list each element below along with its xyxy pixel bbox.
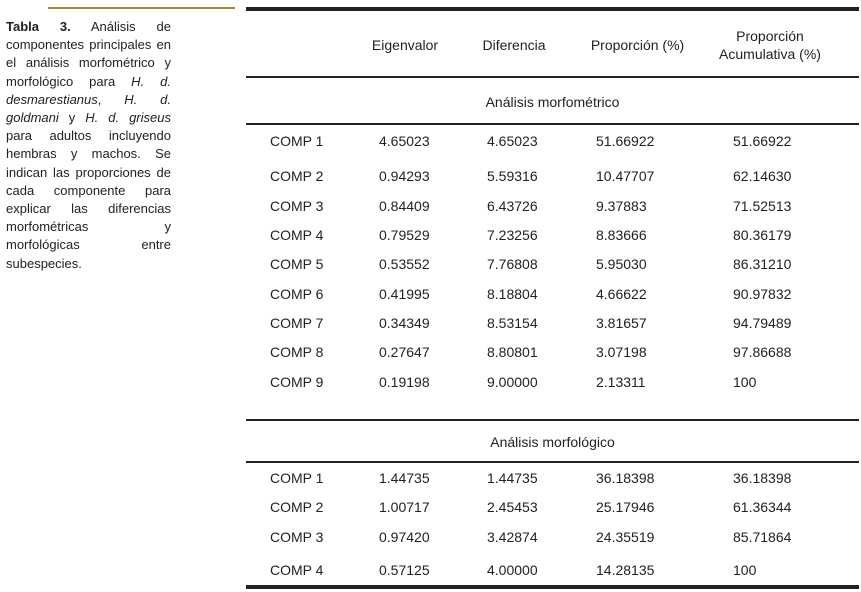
caption-taxon: H. d. desmarestianus [6, 73, 171, 107]
column-header: Eigenvalor [371, 37, 439, 53]
table-cell: 8.83666 [596, 227, 647, 243]
section-title: Análisis morfológico [490, 434, 615, 450]
caption-text: y [58, 110, 86, 126]
table-cell: 51.66922 [733, 133, 792, 149]
table-cell: 62.14630 [733, 168, 792, 184]
column-header: Diferencia [482, 37, 546, 53]
table-cell: 80.36179 [733, 227, 792, 243]
header-rule [246, 76, 859, 78]
table-cell: 100 [733, 374, 757, 390]
table-cell: 0.57125 [379, 562, 430, 578]
row-label: COMP 1 [270, 133, 324, 149]
caption-text: para adultos incluyendo hembras y machos. Se indican las proporciones de cada componente para explicar las diferencias morfométricas y morfológicas entre subespecies. [6, 128, 171, 271]
table-cell: 85.71864 [733, 529, 792, 545]
table-cell: 4.65023 [487, 133, 538, 149]
section-rule-morphometric [246, 123, 859, 125]
table-cell: 8.18804 [487, 286, 538, 302]
table-cell: 86.31210 [733, 256, 792, 272]
row-label: COMP 1 [270, 470, 324, 486]
table-cell: 5.95030 [596, 256, 647, 272]
row-label: COMP 9 [270, 374, 324, 390]
table-caption [6, 18, 171, 273]
row-label: COMP 2 [270, 168, 324, 184]
column-header: Proporción Acumulativa (%) [719, 28, 821, 62]
table-cell: 0.53552 [379, 256, 430, 272]
caption-taxon: H. d. goldmani [6, 91, 171, 126]
row-label: COMP 4 [270, 562, 324, 578]
table-cell: 8.80801 [487, 344, 538, 360]
caption-text: , [97, 91, 125, 107]
table-cell: 9.00000 [487, 374, 538, 390]
table-cell: 100 [733, 562, 757, 578]
table-cell: 1.44735 [379, 470, 430, 486]
table-cell: 2.45453 [487, 499, 538, 515]
row-label: COMP 2 [270, 499, 324, 515]
row-label: COMP 7 [270, 315, 324, 331]
row-label: COMP 8 [270, 344, 324, 360]
section-rule-morphological [246, 461, 859, 463]
table-cell: 25.17946 [596, 499, 655, 515]
table-cell: 0.19198 [379, 374, 430, 390]
table-cell: 2.13311 [596, 374, 646, 390]
row-label: COMP 5 [270, 256, 324, 272]
column-header: Proporción (%) [590, 37, 685, 53]
row-label: COMP 6 [270, 286, 324, 302]
table-cell: 1.00717 [379, 499, 430, 515]
table-cell: 7.76808 [487, 256, 538, 272]
table-cell: 0.94293 [379, 168, 430, 184]
table-cell: 97.86688 [733, 344, 792, 360]
caption-label: Tabla 3. [6, 19, 71, 34]
table-bottom-rule [246, 585, 859, 589]
section-title: Análisis morfométrico [485, 94, 620, 110]
table-cell: 1.44735 [487, 470, 538, 486]
table-cell: 4.00000 [487, 562, 538, 578]
table-cell: 5.59316 [487, 168, 538, 184]
table-cell: 0.79529 [379, 227, 430, 243]
row-label: COMP 3 [270, 529, 324, 545]
table-cell: 94.79489 [733, 315, 792, 331]
section-divider-rule [246, 419, 859, 421]
table-cell: 71.52513 [733, 198, 792, 214]
caption-text: Análisis de componentes principales en el análisis morfométrico y morfológico para [6, 19, 171, 89]
table-cell: 7.23256 [487, 227, 538, 243]
table-cell: 0.27647 [379, 344, 430, 360]
table-cell: 24.35519 [596, 529, 655, 545]
table-cell: 3.07198 [596, 344, 647, 360]
table-top-rule [246, 7, 859, 11]
table-cell: 3.42874 [487, 529, 538, 545]
table-cell: 9.37883 [596, 198, 647, 214]
table-cell: 0.97420 [379, 529, 430, 545]
table-cell: 0.41995 [379, 286, 430, 302]
table-cell: 0.34349 [379, 315, 430, 331]
table-cell: 10.47707 [596, 168, 655, 184]
table-cell: 51.66922 [596, 133, 655, 149]
caption-taxon: H. d. griseus [85, 110, 171, 126]
table-cell: 36.18398 [596, 470, 655, 486]
table-cell: 61.36344 [733, 499, 792, 515]
table-cell: 36.18398 [733, 470, 792, 486]
table-cell: 90.97832 [733, 286, 792, 302]
row-label: COMP 3 [270, 198, 324, 214]
table-cell: 3.81657 [596, 315, 647, 331]
table-cell: 4.66622 [596, 286, 647, 302]
table-cell: 14.28135 [596, 562, 655, 578]
table-cell: 4.65023 [379, 133, 430, 149]
table-cell: 0.84409 [379, 198, 430, 214]
caption-top-rule [48, 7, 235, 9]
table-cell: 8.53154 [487, 315, 538, 331]
row-label: COMP 4 [270, 227, 324, 243]
table-cell: 6.43726 [487, 198, 538, 214]
